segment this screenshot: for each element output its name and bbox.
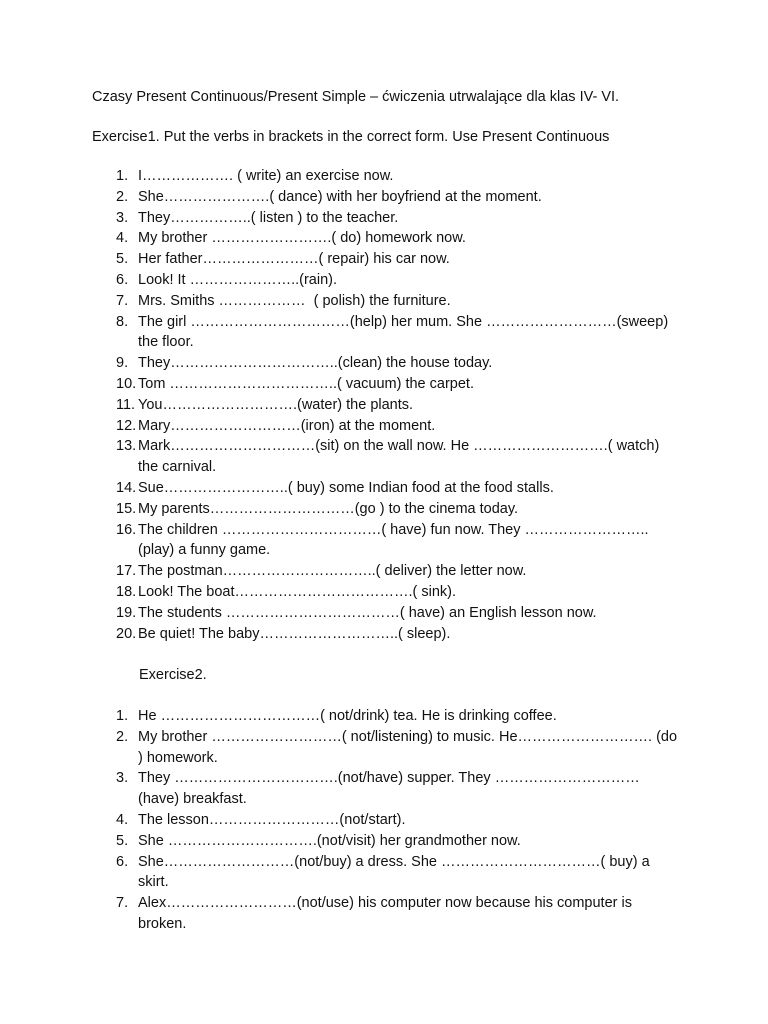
exercise2-item-text: He ……………………………( not/drink) tea. He is drinking coffee.: [138, 708, 557, 724]
exercise1-item-number: 2.: [116, 188, 129, 205]
exercise1-item-text: They……………..( listen ) to the teacher.: [138, 209, 399, 226]
exercise2-item: [0, 893, 678, 935]
exercise1-item-number: 18.: [116, 583, 137, 600]
exercise1-item: [0, 603, 678, 624]
exercise2-item-text: My brother ………………………( not/listening) to music. He………………………. (do ) homework.: [138, 728, 682, 766]
exercise1-item: [0, 624, 678, 645]
exercise1-item-text: My brother …………………….( do) homework now.: [138, 230, 466, 247]
exercise2-item-text: She………………………(not/buy) a dress. She ……………………………( buy) a skirt.: [138, 853, 654, 891]
exercise1-item-number: 1.: [116, 168, 129, 184]
exercise1-item: [0, 478, 678, 499]
exercise1-item: [0, 166, 678, 187]
exercise2-item-number: 3.: [116, 770, 129, 787]
exercise1-item-number: 10.: [116, 375, 137, 392]
exercise2-item: [0, 727, 682, 769]
exercise2-item: [0, 768, 678, 810]
exercise1-item-text: Her father……………………( repair) his car now.: [138, 251, 450, 268]
exercise1-item-number: 11.: [116, 396, 136, 413]
exercise2-item-number: 7.: [116, 895, 129, 912]
exercise2-heading: Exercise2.: [139, 667, 207, 683]
exercise1-item: [0, 353, 678, 374]
exercise1-item: [0, 374, 678, 395]
exercise1-item-number: 13.: [116, 438, 137, 455]
exercise1-item: [0, 228, 678, 249]
exercise1-item: [0, 520, 678, 562]
exercise1-item-number: 16.: [116, 521, 137, 538]
exercise1-item: [0, 291, 678, 312]
exercise1-item-number: 17.: [116, 563, 137, 580]
exercise1-item-number: 4.: [116, 230, 129, 247]
exercise1-item: [0, 270, 678, 291]
exercise2-item-number: 1.: [116, 708, 129, 724]
exercise1-item: [0, 395, 678, 416]
exercise2-item-number: 5.: [116, 832, 129, 849]
exercise2-item-number: 4.: [116, 811, 129, 828]
exercise2-item: [0, 810, 678, 831]
exercise2-item-text: They …………………………….(not/have) supper. They …………………………(have) breakfast.: [138, 770, 640, 808]
exercise2-item-number: 2.: [116, 728, 129, 745]
exercise1-item-text: Be quiet! The baby………………………..( sleep).: [138, 625, 451, 642]
exercise1-item: [0, 249, 678, 270]
exercise2-item-number: 6.: [116, 853, 129, 870]
exercise1-item: [0, 312, 678, 354]
exercise1-item: [0, 416, 678, 437]
exercise1-item: [0, 561, 678, 582]
exercise1-list: [0, 166, 678, 644]
exercise1-item-text: The girl ……………………………(help) her mum. She ………………………(sweep) the floor.: [138, 313, 673, 351]
exercise1-item-text: The postman…………………………..( deliver) the letter now.: [138, 563, 527, 580]
exercise1-item: [0, 208, 678, 229]
exercise1-item-text: She………………….( dance) with her boyfriend at the moment.: [138, 188, 542, 205]
exercise1-item-text: Tom ……………………………..( vacuum) the carpet.: [138, 375, 474, 392]
exercise1-item: [0, 499, 678, 520]
exercise1-item: [0, 582, 678, 603]
exercise1-item-number: 5.: [116, 251, 129, 268]
exercise2-item-text: She ………………………….(not/visit) her grandmother now.: [138, 832, 521, 849]
exercise1-item-number: 3.: [116, 209, 129, 226]
exercise1-item-text: The students ………………………………( have) an English lesson now.: [138, 604, 597, 621]
exercise1-item-number: 12.: [116, 417, 137, 434]
document-title: Czasy Present Continuous/Present Simple – ćwiczenia utrwalające dla klas IV- VI.: [92, 89, 620, 105]
exercise2-item: [0, 706, 678, 727]
exercise1-item-number: 6.: [116, 271, 129, 288]
exercise1-item-text: Look! The boat……………………………….( sink).: [138, 583, 457, 600]
exercise1-item-text: Mark…………………………(sit) on the wall now. He ……………………….( watch) the carnival.: [138, 438, 664, 476]
exercise1-item-text: I………………. ( write) an exercise now.: [138, 168, 394, 184]
exercise1-item-text: Mrs. Smiths ……………… ( polish) the furniture.: [138, 292, 451, 309]
exercise1-instruction: Exercise1. Put the verbs in brackets in the correct form. Use Present Continuous: [92, 129, 610, 145]
exercise2-list: [0, 706, 682, 935]
exercise1-item: [0, 436, 678, 478]
exercise1-item-number: 14.: [116, 479, 137, 496]
exercise1-item-text: Sue……………………..( buy) some Indian food at the food stalls.: [138, 479, 554, 496]
exercise1-item-text: Look! It …………………..(rain).: [138, 271, 338, 288]
exercise2-item: [0, 852, 678, 894]
exercise2-item: [0, 831, 678, 852]
exercise1-item: [0, 187, 678, 208]
exercise1-item-number: 15.: [116, 500, 137, 517]
exercise2-item-text: Alex………………………(not/use) his computer now because his computer is broken.: [138, 895, 637, 932]
exercise2-item-text: The lesson………………………(not/start).: [138, 811, 406, 828]
exercise1-item-text: Mary………………………(iron) at the moment.: [138, 417, 436, 434]
exercise1-item-number: 19.: [116, 604, 137, 621]
exercise1-item-text: My parents…………………………(go ) to the cinema today.: [138, 500, 519, 517]
exercise1-item-number: 20.: [116, 625, 137, 642]
exercise1-item-text: The children ……………………………( have) fun now. They ……………………..(play) a funny game.: [138, 521, 649, 559]
exercise1-item-number: 8.: [116, 313, 129, 330]
exercise1-item-text: They……………………………..(clean) the house today.: [138, 355, 493, 372]
exercise1-item-text: You……………………….(water) the plants.: [138, 396, 414, 413]
exercise1-item-number: 7.: [116, 292, 129, 309]
exercise1-item-number: 9.: [116, 355, 129, 372]
